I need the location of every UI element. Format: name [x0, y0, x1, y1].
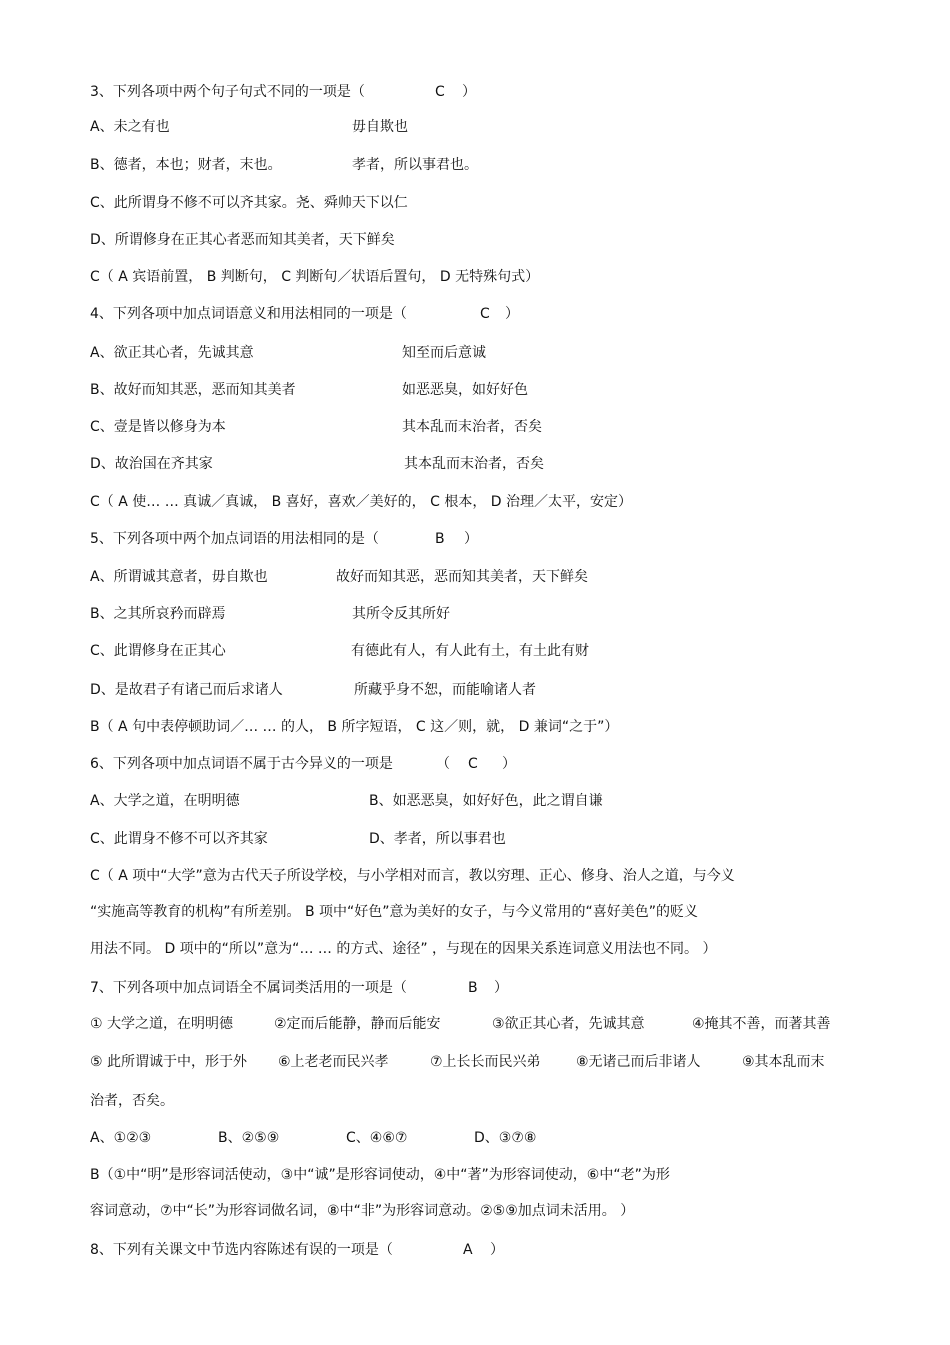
q4-option-a-right: 知至而后意诚 [402, 345, 486, 361]
q7-items-row-3: 治者，否矣。 [90, 1093, 174, 1109]
q3-option-d: D、所谓修身在正其心者恶而知其美者，天下鲜矣 [90, 232, 395, 248]
q7-item-1: ① 大学之道，在明明德 [90, 1016, 234, 1032]
q6-open-paren: （ [436, 756, 450, 772]
q3-option-b-left: B、德者，本也；财者，末也。 [90, 157, 282, 173]
q3-close-paren: ） [462, 84, 476, 100]
q5-option-d-right: 所藏乎身不恕，而能喻诸人者 [354, 682, 536, 698]
q4-option-b-right: 如恶恶臭，如好好色 [402, 382, 528, 398]
q7-item-2: ②定而后能静，静而后能安 [274, 1016, 441, 1032]
q6-explanation-2: “实施高等教育的机构”有所差别。 B 项中“好色”意为美好的女子，与今义常用的“喜好美色”的贬义 [90, 904, 699, 920]
q7-close-paren: ） [494, 980, 508, 996]
q4-option-d-right: 其本乱而末治者，否矣 [404, 456, 544, 472]
q6-explanation-3: 用法不同。 D 项中的“所以”意为“… … 的方式、途径” ，与现在的因果关系连词意义用法也不同。 ） [90, 941, 717, 957]
q6-stem: 6、下列各项中加点词语不属于古今异义的一项是 [90, 756, 393, 772]
q5-option-c-right: 有德此有人，有人此有土，有土此有财 [351, 643, 589, 659]
q8-close-paren: ） [490, 1242, 504, 1258]
q6-option-a: A、大学之道，在明明德 [90, 793, 240, 809]
q5-close-paren: ） [464, 531, 478, 547]
q3-option-c: C、此所谓身不修不可以齐其家。尧、舜帅天下以仁 [90, 195, 408, 211]
q7-explanation-2: 容词意动，⑦中“长”为形容词做名词，⑧中“非”为形容词意动。②⑤⑨加点词未活用。 ） [90, 1203, 635, 1219]
q7-stem: 7、下列各项中加点词语全不属词类活用的一项是（ [90, 980, 407, 996]
q6-explanation-1: C（ A 项中“大学”意为古代天子所设学校，与小学相对而言，教以穷理、正心、修身、治人之道，与今义 [90, 868, 735, 884]
q3-option-a-right: 毋自欺也 [352, 119, 408, 135]
q6-option-d: D、孝者，所以事君也 [369, 831, 506, 847]
q7-item-6: ⑥上老老而民兴孝 [278, 1054, 389, 1070]
q4-option-c-left: C、壹是皆以修身为本 [90, 419, 226, 435]
q6-option-c: C、此谓身不修不可以齐其家 [90, 831, 268, 847]
q7-item-5: ⑤ 此所谓诚于中，形于外 [90, 1054, 248, 1070]
q7-item-8: ⑧无诸己而后非诸人 [576, 1054, 701, 1070]
q6-close-paren: ） [502, 756, 516, 772]
q5-answer: B [435, 531, 445, 547]
q3-explanation: C（ A 宾语前置， B 判断句， C 判断句／状语后置句， D 无特殊句式） [90, 269, 540, 285]
q7-option-c: C、④⑥⑦ [346, 1130, 408, 1146]
q6-option-b: B、如恶恶臭，如好好色，此之谓自谦 [369, 793, 603, 809]
q4-option-d-left: D、故治国在齐其家 [90, 456, 213, 472]
q3-stem: 3、下列各项中两个句子句式不同的一项是（ [90, 84, 365, 100]
q7-option-b: B、②⑤⑨ [218, 1130, 280, 1146]
q5-option-b-right: 其所令反其所好 [352, 606, 450, 622]
q4-answer: C [480, 306, 490, 322]
q5-option-a-left: A、所谓诚其意者，毋自欺也 [90, 569, 268, 585]
q7-item-9: ⑨其本乱而末 [742, 1054, 825, 1070]
q5-option-a-right: 故好而知其恶，恶而知其美者，天下鲜矣 [336, 569, 588, 585]
q7-option-d: D、③⑦⑧ [474, 1130, 537, 1146]
q4-option-b-left: B、故好而知其恶，恶而知其美者 [90, 382, 296, 398]
q5-explanation: B（ A 句中表停顿助词／… … 的人， B 所字短语， C 这／则，就， D 兼词“之于”） [90, 719, 619, 735]
q8-answer: A [463, 1242, 473, 1258]
q7-answer: B [468, 980, 478, 996]
q4-close-paren: ） [505, 306, 519, 322]
q3-answer: C [435, 84, 445, 100]
q5-stem: 5、下列各项中两个加点词语的用法相同的是（ [90, 531, 379, 547]
q4-option-a-left: A、欲正其心者，先诚其意 [90, 345, 254, 361]
q6-answer: C [468, 756, 478, 772]
q7-item-4: ④掩其不善，而著其善 [692, 1016, 831, 1032]
q8-stem: 8、下列有关课文中节选内容陈述有误的一项是（ [90, 1242, 393, 1258]
q7-item-7: ⑦上长长而民兴弟 [430, 1054, 541, 1070]
q4-stem: 4、下列各项中加点词语意义和用法相同的一项是（ [90, 306, 407, 322]
q4-explanation: C（ A 使… … 真诚／真诚， B 喜好，喜欢／美好的， C 根本， D 治理／太平，安定） [90, 494, 633, 510]
q5-option-c-left: C、此谓修身在正其心 [90, 643, 226, 659]
q7-item-3: ③欲正其心者，先诚其意 [492, 1016, 645, 1032]
q3-option-b-right: 孝者，所以事君也。 [352, 157, 478, 173]
q5-option-b-left: B、之其所哀矜而辟焉 [90, 606, 226, 622]
q7-explanation-1: B（①中“明”是形容词活使动，③中“诚”是形容词使动，④中“著”为形容词使动，⑥中“老”为形 [90, 1167, 670, 1183]
q7-option-a: A、①②③ [90, 1130, 152, 1146]
q4-option-c-right: 其本乱而末治者，否矣 [402, 419, 542, 435]
q5-option-d-left: D、是故君子有诸己而后求诸人 [90, 682, 283, 698]
q3-option-a-left: A、未之有也 [90, 119, 170, 135]
